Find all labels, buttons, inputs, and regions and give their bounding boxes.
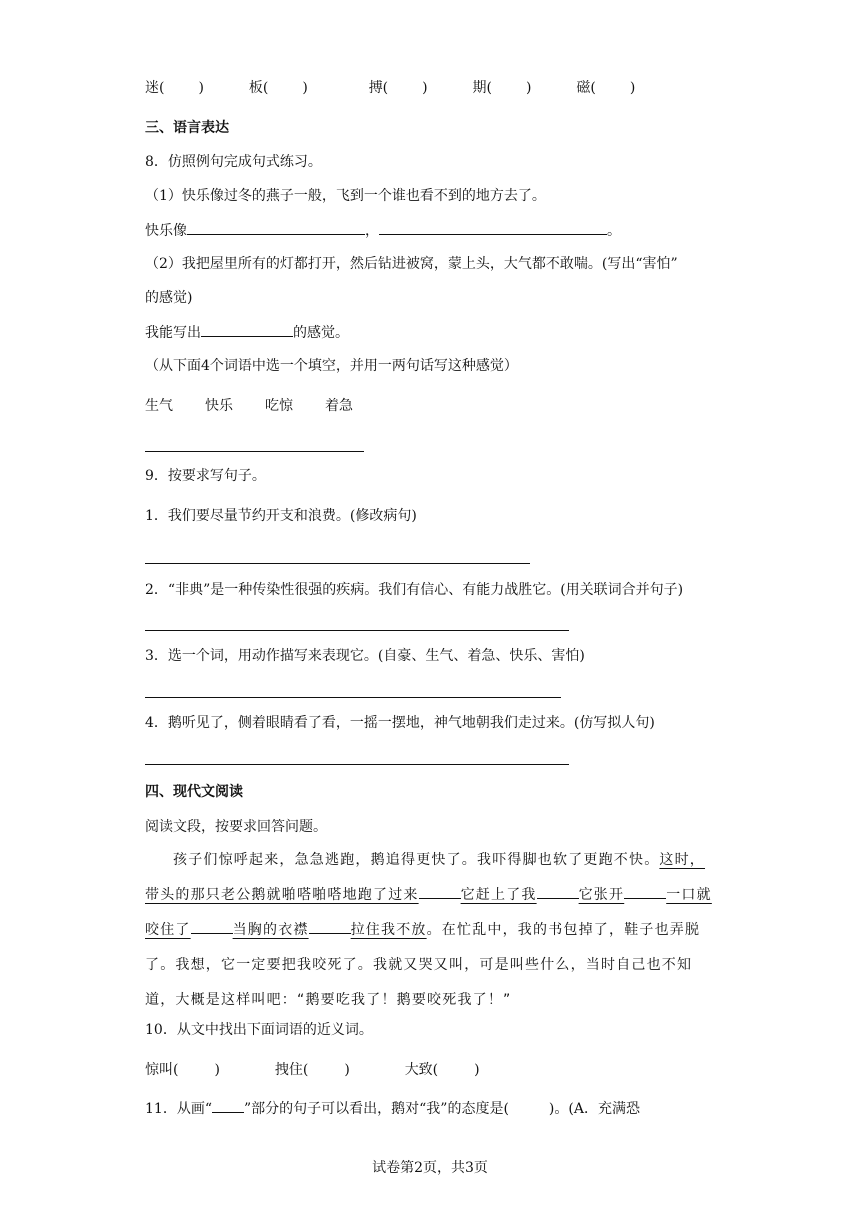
page-footer: 试卷第2页，共3页 [372, 1160, 488, 1176]
synonym-blank-3: 大致( ) [404, 1062, 480, 1078]
q8-word-choices [145, 396, 385, 416]
answer-line[interactable] [145, 630, 569, 631]
word-choice: 着急 [325, 398, 353, 414]
char-blank-4: 期( ) [472, 80, 532, 96]
char-blank-2: 板( ) [248, 80, 308, 96]
answer-line[interactable] [145, 451, 364, 452]
reading-passage: 孩子们惊呼起来，急急逃跑，鹅追得更快了。我吓得脚也软了更跑不快。这时，带头的那只老公鹅就啪嗒啪嗒地跑了过来 它赶上了我 它张开 一口就咬住了 当胸的衣襟 拉住我不放。在忙乱中，我的书包掉了，鞋子也弄脱了。我想，它一定要把我咬死了。我就又哭又叫，可是叫些什么，当时自己也不知道，大概是这样叫吧：“鹅要吃我了！鹅要咬死我了！” [145, 852, 712, 1008]
q8-part2-line2: 的感觉) [145, 290, 193, 306]
answer-blank[interactable] [187, 220, 365, 235]
q8-part1: （1）快乐像过冬的燕子一般，飞到一个谁也看不到的地方去了。 [145, 188, 546, 204]
answer-line[interactable] [145, 764, 569, 765]
q8-part2-hint: （从下面4个词语中选一个填空，并用一两句话写这种感觉） [145, 358, 518, 374]
underlined-sentence: 这时，带头的那只老公鹅就啪嗒啪嗒地跑了过来 它赶上了我 它张开 一口就咬住了 当胸的衣襟 拉住我不放 [145, 852, 712, 938]
word-choice: 快乐 [205, 398, 233, 414]
q11-stem: 11．从画“ ”部分的句子可以看出，鹅对“我”的态度是( )。(A．充满恐 [145, 1098, 640, 1119]
q9-item-4: 4．鹅听见了，侧着眼睛看了看，一摇一摆地，神气地朝我们走过来。(仿写拟人句) [145, 715, 655, 731]
q8-part1-answer-line: 快乐像 ， 。 [145, 220, 621, 241]
q8-stem: 8．仿照例句完成句式练习。 [145, 154, 322, 170]
char-blank-5: 磁( ) [576, 80, 636, 96]
q9-stem: 9．按要求写句子。 [145, 468, 266, 484]
q10-stem: 10．从文中找出下面词语的近义词。 [145, 1022, 373, 1038]
answer-line[interactable] [145, 563, 530, 564]
q9-item-2: 2．“非典”是一种传染性很强的疾病。我们有信心、有能力战胜它。(用关联词合并句子) [145, 582, 684, 598]
q10-items [145, 1060, 480, 1080]
q9-item-1: 1．我们要尽量节约开支和浪费。(修改病句) [145, 508, 417, 524]
punctuation-blank[interactable] [624, 886, 666, 899]
word-choice: 吃惊 [265, 398, 293, 414]
synonym-blank-2: 拽住( ) [274, 1062, 350, 1078]
answer-blank[interactable] [379, 220, 607, 235]
punctuation-blank[interactable] [537, 886, 579, 899]
underline-sample [212, 1098, 244, 1113]
synonym-blank-1: 惊叫( ) [145, 1062, 220, 1078]
char-blanks-row [145, 78, 635, 98]
punctuation-blank[interactable] [309, 921, 351, 934]
answer-blank[interactable] [201, 322, 293, 337]
char-blank-1: 迷( ) [145, 80, 204, 96]
q8-part2-line1: （2）我把屋里所有的灯都打开，然后钻进被窝，蒙上头，大气都不敢喘。(写出“害怕” [145, 256, 678, 272]
q8-part2-answer-line: 我能写出 的感觉。 [145, 322, 349, 343]
word-choice: 生气 [145, 398, 173, 414]
section-4-title: 四、现代文阅读 [145, 784, 243, 800]
punctuation-blank[interactable] [419, 886, 461, 899]
answer-line[interactable] [145, 697, 561, 698]
q9-item-3: 3．选一个词，用动作描写来表现它。(自豪、生气、着急、快乐、害怕) [145, 648, 585, 664]
punctuation-blank[interactable] [191, 921, 233, 934]
section-3-title: 三、语言表达 [145, 120, 229, 136]
reading-instruction: 阅读文段，按要求回答问题。 [145, 819, 327, 835]
char-blank-3: 搏( ) [368, 80, 428, 96]
